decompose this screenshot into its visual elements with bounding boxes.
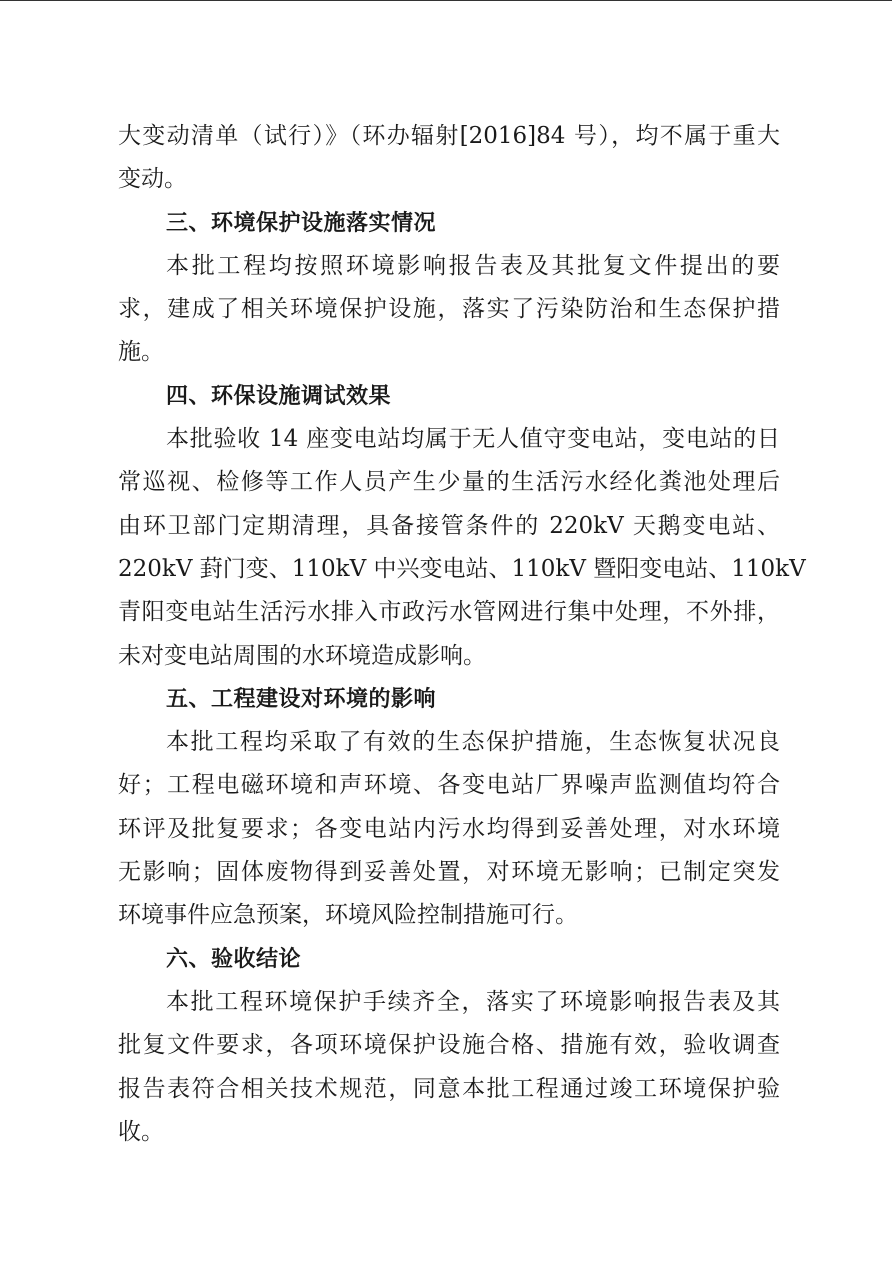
paragraph-line: 变动。 (118, 166, 187, 193)
paragraph-line: 本批工程环境保护手续齐全，落实了环境影响报告表及其 (166, 988, 780, 1015)
paragraph-line: 批复文件要求，各项环境保护设施合格、措施有效，验收调查 (118, 1032, 780, 1059)
paragraph-line: 220kV 葑门变、110kV 中兴变电站、110kV 暨阳变电站、110kV (118, 555, 806, 582)
paragraph-line: 常巡视、检修等工作人员产生少量的生活污水经化粪池处理后 (118, 469, 780, 496)
section-heading: 五、工程建设对环境的影响 (166, 686, 437, 712)
paragraph-line: 本批工程均按照环境影响报告表及其批复文件提出的要 (166, 252, 780, 279)
section-heading: 六、验收结论 (166, 946, 302, 972)
paragraph-line: 青阳变电站生活污水排入市政污水管网进行集中处理，不外排， (118, 599, 780, 626)
paragraph-line: 无影响；固体废物得到妥善处置，对环境无影响；已制定突发 (118, 859, 780, 886)
paragraph-line: 本批验收 14 座变电站均属于无人值守变电站，变电站的日 (166, 426, 780, 453)
paragraph-line: 大变动清单（试行）》（环办辐射[2016]84 号），均不属于重大 (118, 123, 780, 149)
section-heading: 四、环保设施调试效果 (166, 383, 392, 409)
paragraph-line: 未对变电站周围的水环境造成影响。 (118, 642, 486, 669)
paragraph-line: 本批工程均采取了有效的生态保护措施，生态恢复状况良 (166, 729, 780, 756)
paragraph-line: 好；工程电磁环境和声环境、各变电站厂界噪声监测值均符合 (118, 772, 780, 799)
paragraph-line: 环评及批复要求；各变电站内污水均得到妥善处理，对水环境 (118, 815, 780, 842)
paragraph-line: 收。 (118, 1118, 164, 1145)
paragraph-line: 求，建成了相关环境保护设施，落实了污染防治和生态保护措 (118, 296, 780, 323)
paragraph-line: 施。 (118, 339, 164, 366)
paragraph-line: 报告表符合相关技术规范，同意本批工程通过竣工环境保护验 (118, 1075, 780, 1102)
paragraph-line: 环境事件应急预案，环境风险控制措施可行。 (118, 902, 578, 929)
document-body (118, 115, 806, 1154)
paragraph-line: 由环卫部门定期清理，具备接管条件的 220kV 天鹅变电站、 (118, 512, 780, 539)
section-heading: 三、环境保护设施落实情况 (166, 210, 437, 236)
